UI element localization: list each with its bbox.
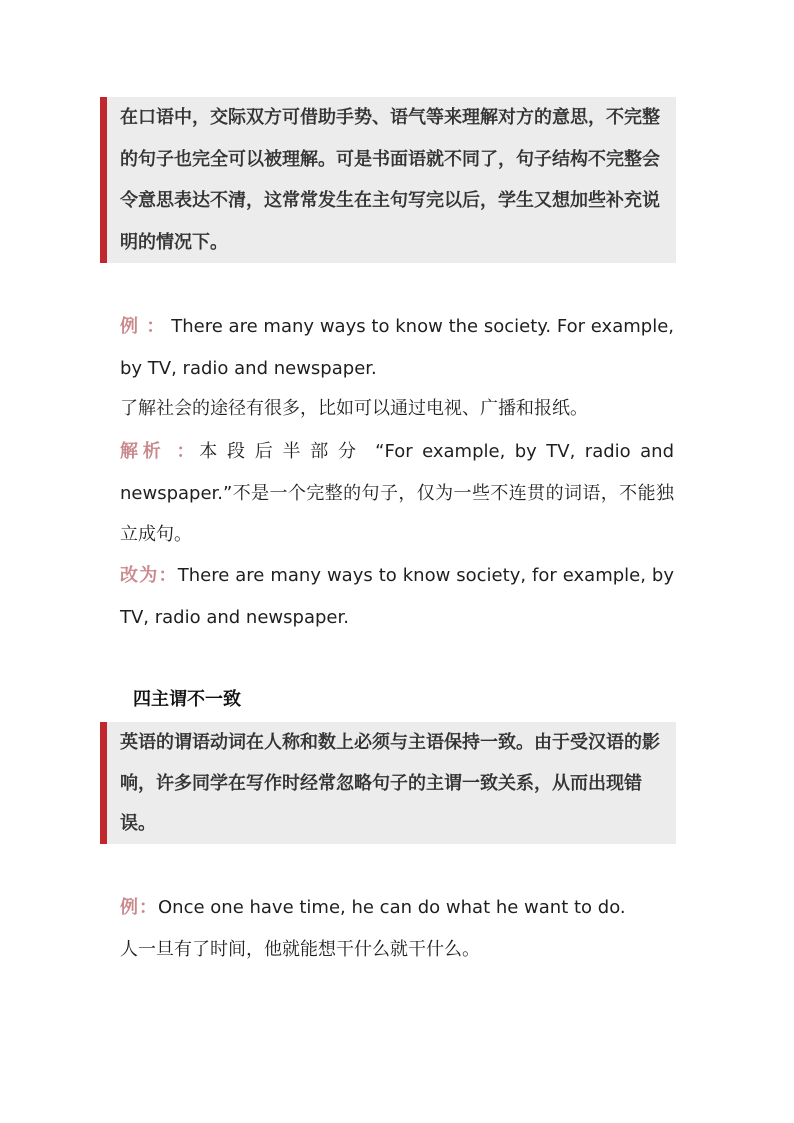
callout-text: 英语的谓语动词在人称和数上必须与主语保持一致。由于受汉语的影响，许多同学在写作时经常忽略句子的主谓一致关系，从而出现错误。 (120, 732, 660, 834)
correction-paragraph (120, 555, 674, 638)
example-label: 例 ： (120, 316, 166, 337)
analysis-text: “For example, by TV, radio and newspaper.”不是一个完整的句子，仅为一些不连贯的词语，不能独立成句。 (120, 441, 674, 545)
correction-sentence: There are many ways to know society, for example, by TV, radio and newspaper. (120, 565, 675, 628)
analysis-paragraph (120, 431, 674, 556)
example-translation: 人一旦有了时间，他就能想干什么就干什么。 (120, 939, 480, 960)
example-sentence: Once one have time, he can do what he want to do. (158, 897, 626, 918)
note-callout (100, 97, 676, 263)
note-callout (100, 722, 676, 844)
example-label: 例： (120, 897, 158, 918)
analysis-lead: 本段后半部分 (199, 441, 366, 462)
correction-label: 改为： (120, 565, 178, 586)
example-sentence: There are many ways to know the society. For example, by TV, radio and newspaper. (120, 316, 674, 379)
callout-text: 在口语中，交际双方可借助手势、语气等来理解对方的意思，不完整的句子也完全可以被理解。可是书面语就不同了，句子结构不完整会令意思表达不清，这常常发生在主句写完以后，学生又想加些补充说明的情况下。 (120, 107, 660, 253)
example-paragraph (120, 887, 674, 929)
section-heading: 四主谓不一致 (133, 689, 241, 710)
example-paragraph (120, 306, 674, 389)
example-translation: 了解社会的途径有很多，比如可以通过电视、广播和报纸。 (120, 398, 588, 419)
analysis-label: 解析 ： (120, 441, 200, 462)
